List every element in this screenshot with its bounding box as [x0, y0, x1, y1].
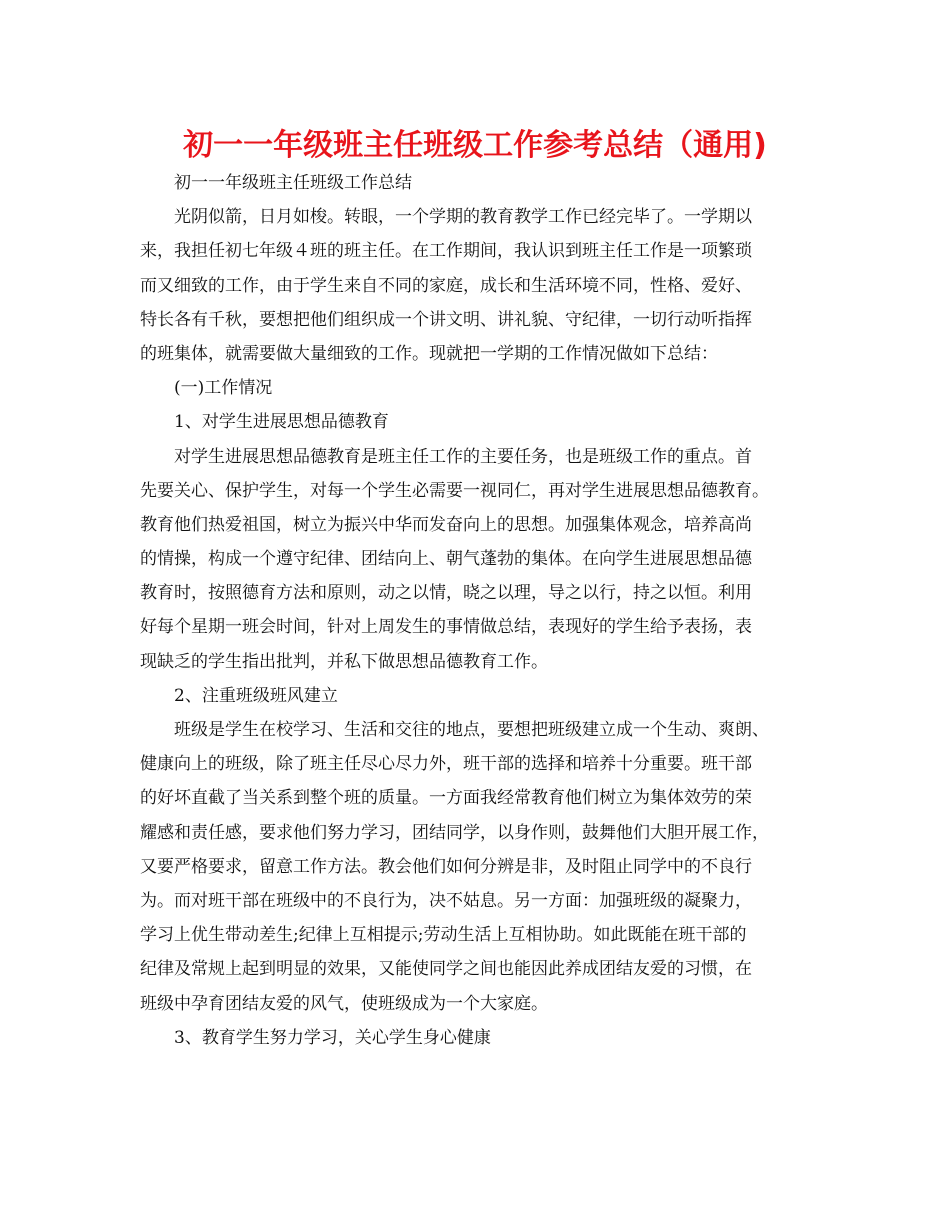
document-title: 初一一年级班主任班级工作参考总结（通用): [183, 128, 767, 163]
text-line: 3、教育学生努力学习，关心学生身心健康: [174, 1027, 491, 1048]
text-line: 班级是学生在校学习、生活和交往的地点，要想把班级建立成一个生动、爽朗、: [174, 720, 769, 740]
text-line: 先要关心、保护学生，对每一个学生必需要一视同仁，再对学生进展思想品德教育。: [140, 480, 769, 501]
text-line: 学习上优生带动差生;纪律上互相提示;劳动生活上互相协助。如此既能在班干部的: [140, 925, 747, 946]
text-line: 对学生进展思想品德教育是班主任工作的主要任务，也是班级工作的重点。首: [174, 446, 752, 467]
text-line: 2、注重班级班风建立: [174, 685, 338, 706]
text-line: 为。而对班干部在班级中的不良行为，决不姑息。另一方面：加强班级的凝聚力，: [140, 890, 752, 911]
text-line: 耀感和责任感，要求他们努力学习，团结同学，以身作则，鼓舞他们大胆开展工作，: [140, 822, 769, 843]
text-line: 1、对学生进展思想品德教育: [174, 412, 389, 433]
text-line: 特长各有千秋，要想把他们组织成一个讲文明、讲礼貌、守纪律，一切行动听指挥: [140, 309, 752, 330]
text-line: (一)工作情况: [174, 378, 273, 399]
text-line: 健康向上的班级，除了班主任尽心尽力外，班干部的选择和培养十分重要。班干部: [140, 754, 752, 775]
text-line: 纪律及常规上起到明显的效果，又能使同学之间也能因此养成团结友爱的习惯，在: [140, 959, 752, 980]
text-line: 来，我担任初七年级４班的班主任。在工作期间，我认识到班主任工作是一项繁琐: [140, 241, 752, 262]
text-line: 教育时，按照德育方法和原则，动之以情，晓之以理，导之以行，持之以恒。利用: [140, 583, 752, 604]
text-line: 现缺乏的学生指出批判，并私下做思想品德教育工作。: [140, 651, 548, 672]
document-body: [140, 166, 820, 1055]
text-line: 的班集体，就需要做大量细致的工作。现就把一学期的工作情况做如下总结：: [140, 343, 718, 364]
text-line: 教育他们热爱祖国，树立为振兴中华而发奋向上的思想。加强集体观念，培养高尚: [140, 514, 752, 535]
text-line: 好每个星期一班会时间，针对上周发生的事情做总结，表现好的学生给予表扬，表: [140, 617, 752, 638]
text-line: 又要严格要求，留意工作方法。教会他们如何分辨是非，及时阻止同学中的不良行: [140, 856, 752, 877]
text-line: 的好坏直截了当关系到整个班的质量。一方面我经常教育他们树立为集体效劳的荣: [140, 788, 752, 809]
text-line: 班级中孕育团结友爱的风气，使班级成为一个大家庭。: [140, 993, 548, 1014]
text-line: 的情操，构成一个遵守纪律、团结向上、朝气蓬勃的集体。在向学生进展思想品德: [140, 549, 752, 570]
text-line: 而又细致的工作，由于学生来自不同的家庭，成长和生活环境不同，性格、爱好、: [140, 275, 752, 296]
text-line: 初一一年级班主任班级工作总结: [174, 173, 412, 193]
text-line: 光阴似箭，日月如梭。转眼，一个学期的教育教学工作已经完毕了。一学期以: [174, 207, 752, 228]
